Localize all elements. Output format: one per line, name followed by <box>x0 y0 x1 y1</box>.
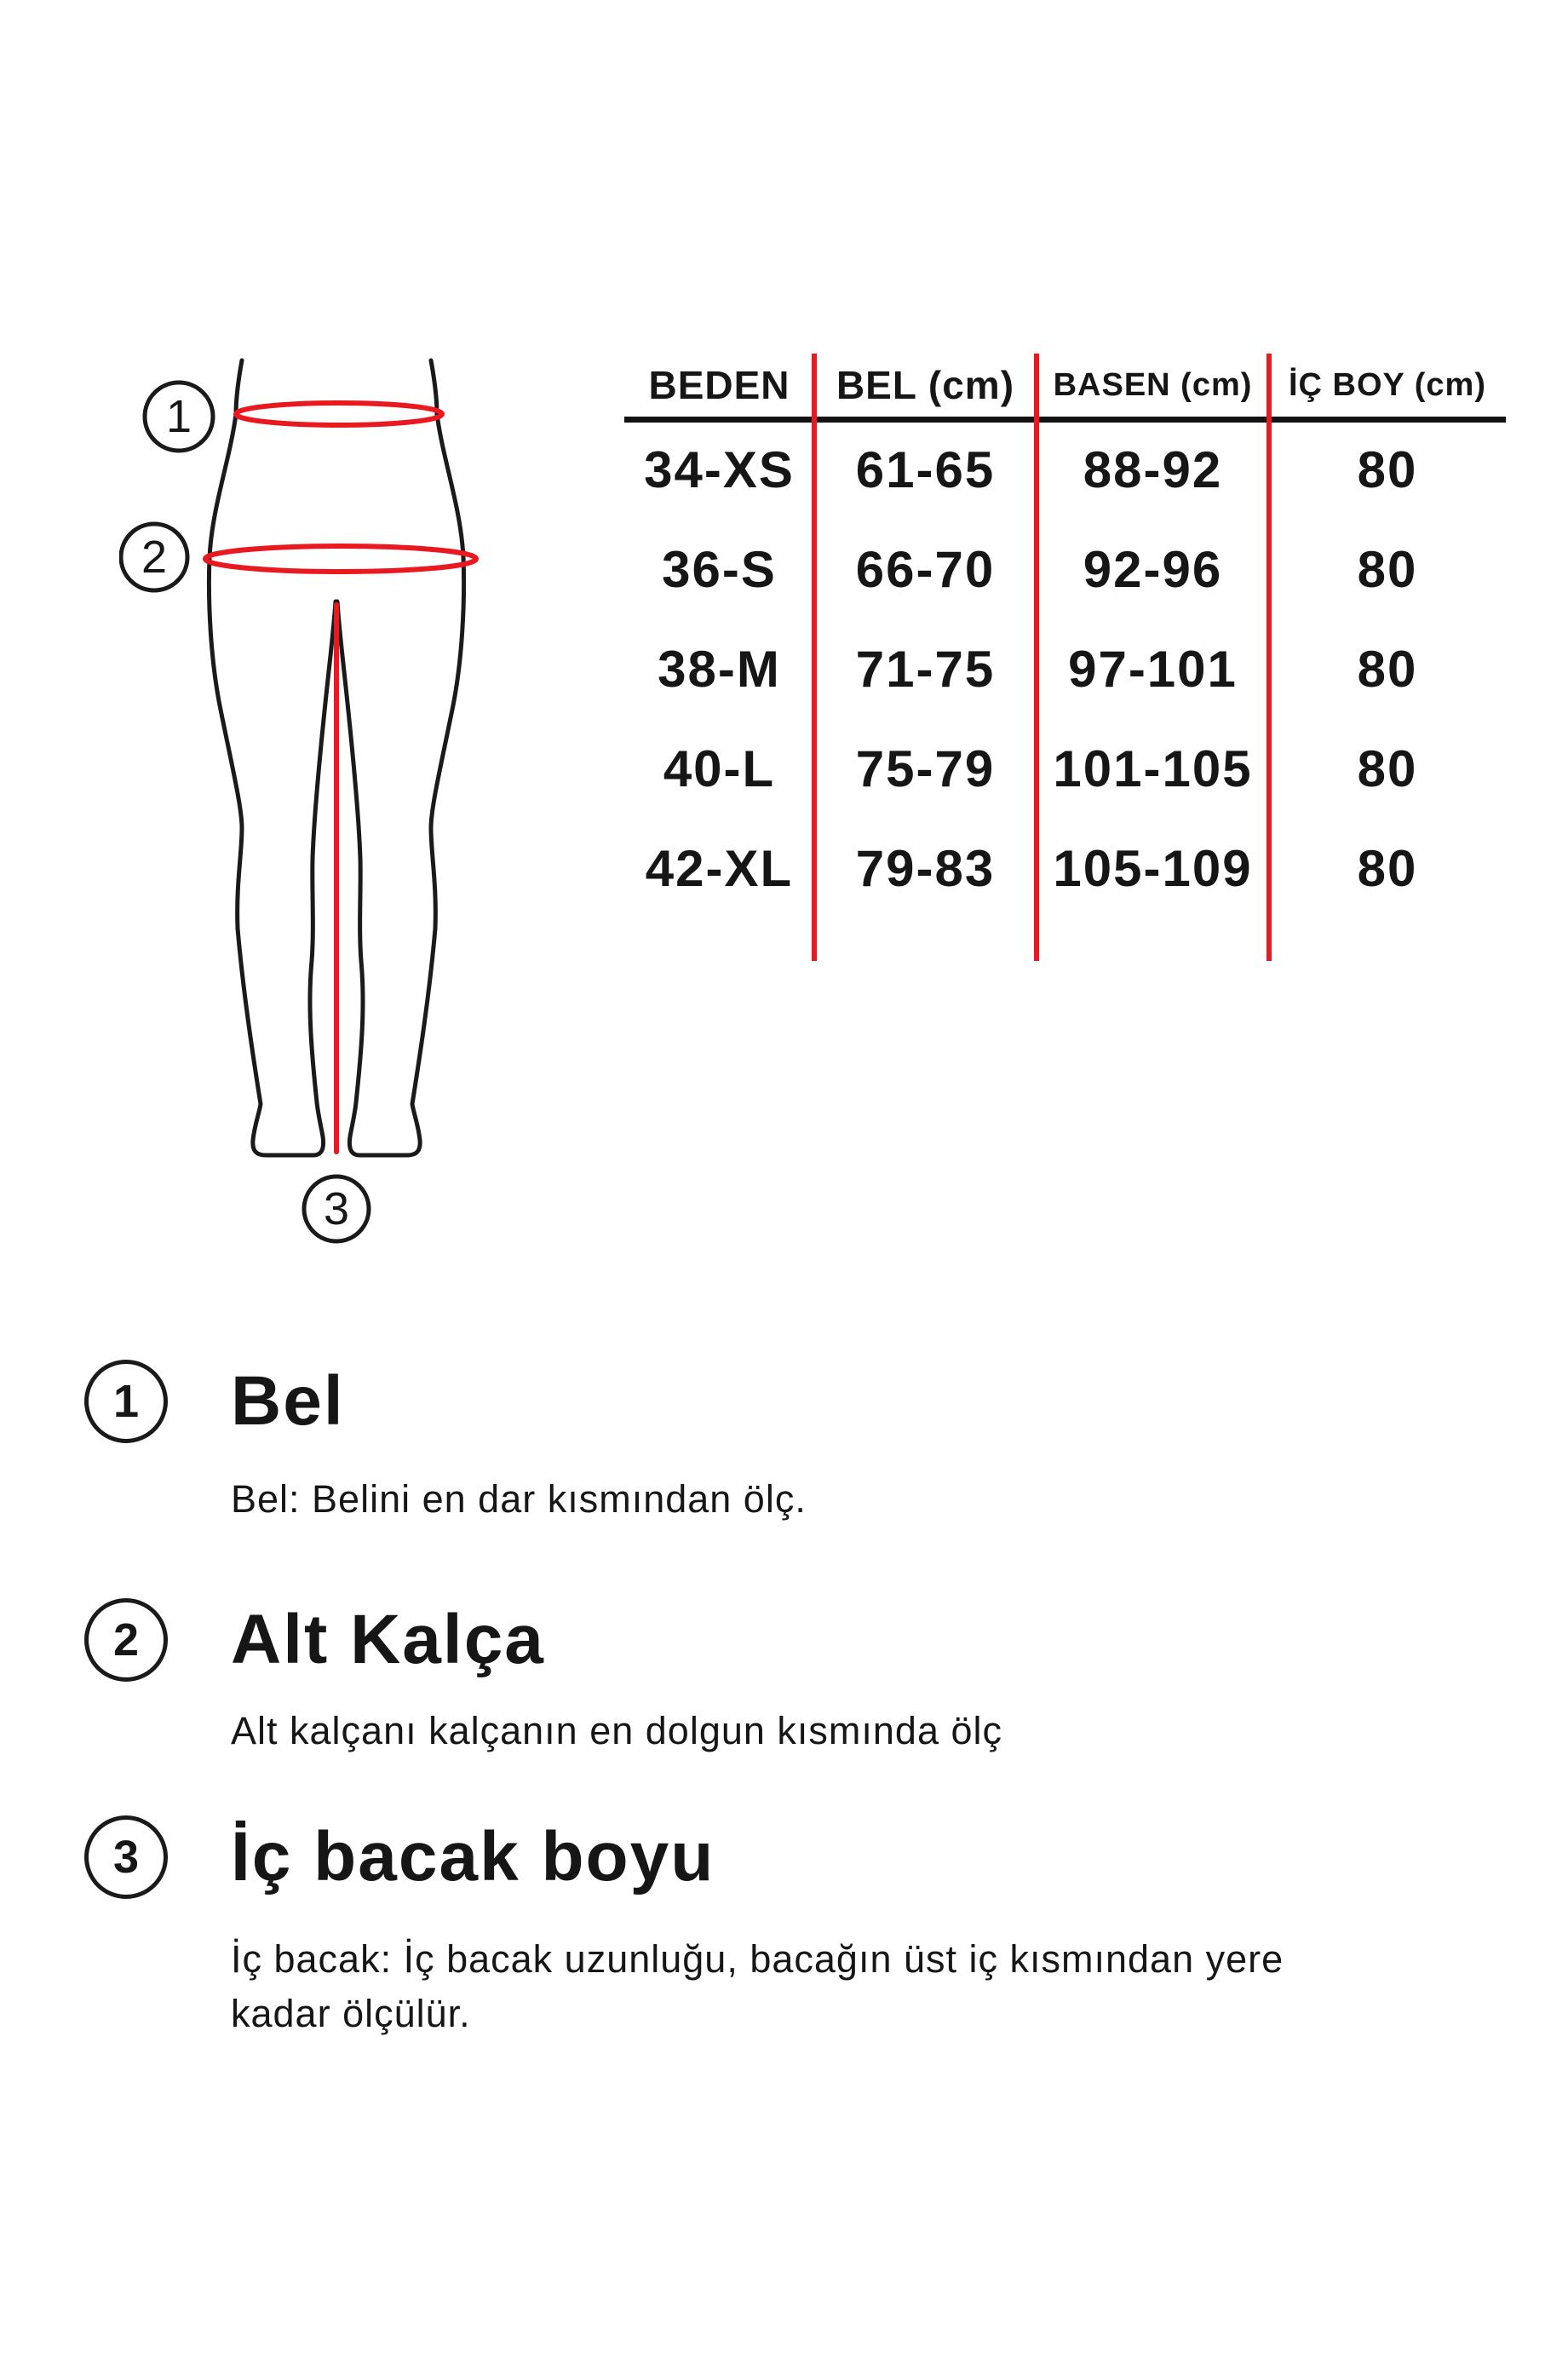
cell-hip: 105-109 <box>1053 840 1253 897</box>
legs-measurement-diagram <box>119 332 528 1286</box>
legend-marker-3 <box>84 1815 168 1899</box>
legend-marker-2-number: 2 <box>112 1614 140 1666</box>
legend-marker-2 <box>84 1598 168 1682</box>
hip-measure-line <box>205 546 476 572</box>
legend-marker-3-number: 3 <box>112 1832 140 1883</box>
size-table-header-row <box>624 354 1506 417</box>
legend-marker-1 <box>84 1360 168 1443</box>
cell-hip: 101-105 <box>1053 740 1253 797</box>
legend-title-alt-kalca: Alt Kalça <box>231 1601 545 1678</box>
cell-inseam: 80 <box>1357 541 1418 598</box>
diagram-markers <box>121 383 369 1241</box>
cell-inseam: 80 <box>1357 641 1418 698</box>
cell-size: 34-XS <box>644 441 795 498</box>
legend-desc-ic-bacak-boyu <box>231 1932 1284 2041</box>
table-row <box>624 719 1506 819</box>
cell-inseam: 80 <box>1357 740 1418 797</box>
cell-size: 36-S <box>662 541 777 598</box>
column-header-bel: BEL (cm) <box>836 363 1015 407</box>
cell-waist: 66-70 <box>855 541 996 598</box>
legend-desc-bel <box>231 1472 807 1527</box>
legend-title-bel: Bel <box>231 1362 345 1440</box>
size-table-body <box>624 420 1506 918</box>
cell-waist: 61-65 <box>855 441 996 498</box>
cell-hip: 92-96 <box>1083 541 1223 598</box>
marker-2-number: 2 <box>141 532 168 583</box>
table-row <box>624 420 1506 520</box>
marker-3-number: 3 <box>323 1183 350 1234</box>
legend-desc-line: kadar ölçülür. <box>231 1992 471 2035</box>
cell-size: 42-XL <box>645 840 794 897</box>
legend-title-ic-bacak-boyu: İç bacak boyu <box>231 1818 715 1896</box>
cell-waist: 71-75 <box>855 641 996 698</box>
cell-hip: 97-101 <box>1068 641 1238 698</box>
legend-desc-alt-kalca <box>231 1704 1002 1758</box>
table-row <box>624 619 1506 719</box>
column-header-basen: BASEN (cm) <box>1053 366 1253 403</box>
table-row <box>624 520 1506 619</box>
measurement-marks <box>205 403 476 1152</box>
marker-1-number: 1 <box>165 391 192 442</box>
waist-measure-line <box>236 403 442 425</box>
legend-desc-line: Bel: Belini en dar kısmından ölç. <box>231 1477 807 1521</box>
cell-waist: 79-83 <box>855 840 996 897</box>
table-row <box>624 819 1506 918</box>
column-header-ic-boy: İÇ BOY (cm) <box>1288 366 1486 403</box>
column-header-beden: BEDEN <box>648 363 790 407</box>
cell-inseam: 80 <box>1357 840 1418 897</box>
cell-size: 38-M <box>658 641 781 698</box>
cell-size: 40-L <box>663 740 776 797</box>
cell-inseam: 80 <box>1357 441 1418 498</box>
legend-desc-line: Alt kalçanı kalçanın en dolgun kısmında ölç <box>231 1709 1002 1752</box>
cell-waist: 75-79 <box>855 740 996 797</box>
legend-desc-line: İç bacak: İç bacak uzunluğu, bacağın üst iç kısmından yere <box>231 1937 1284 1981</box>
size-table <box>624 354 1506 961</box>
cell-hip: 88-92 <box>1083 441 1223 498</box>
legend-marker-1-number: 1 <box>112 1376 140 1427</box>
